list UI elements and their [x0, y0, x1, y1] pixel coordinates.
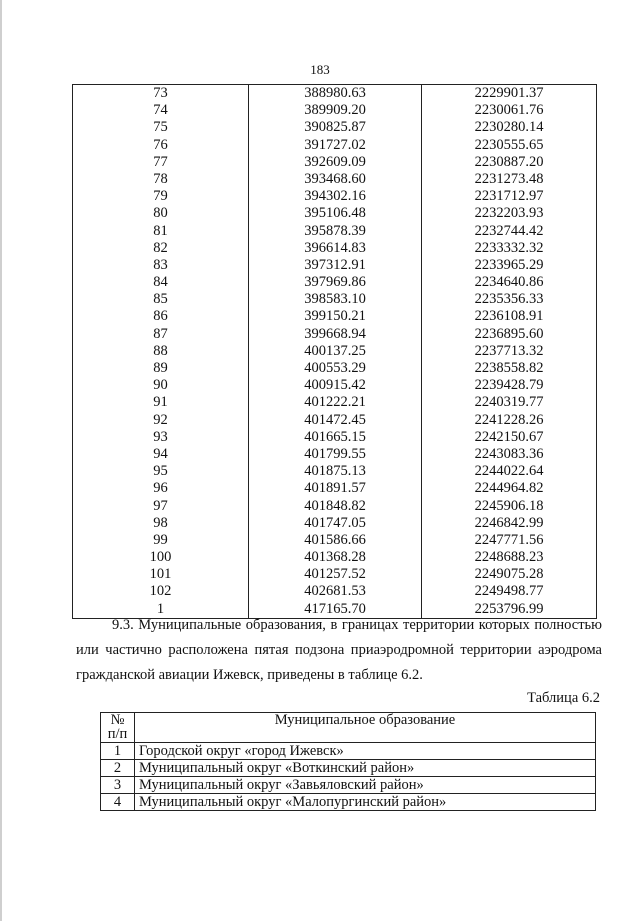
x-coordinate: 401222.21	[249, 394, 422, 411]
x-coordinate: 396614.83	[249, 240, 422, 257]
y-coordinate: 2241228.26	[422, 412, 597, 429]
paragraph-line: гражданской авиации Ижевск, приведены в таблице 6.2.	[76, 667, 423, 683]
point-number: 93	[73, 429, 249, 446]
paragraph-line: 9.3. Муниципальные образования, в границах территории которых полностью	[112, 617, 602, 633]
point-number: 96	[73, 480, 249, 497]
x-coordinate: 400915.42	[249, 377, 422, 394]
x-coordinate: 400137.25	[249, 343, 422, 360]
x-coordinate: 401586.66	[249, 532, 422, 549]
x-coordinate: 390825.87	[249, 119, 422, 136]
y-coordinate: 2233332.32	[422, 240, 597, 257]
x-coordinate: 401257.52	[249, 566, 422, 583]
y-coordinate: 2232744.42	[422, 223, 597, 240]
x-coordinate: 399668.94	[249, 326, 422, 343]
y-coordinate: 2229901.37	[422, 85, 597, 103]
point-number: 73	[73, 85, 249, 103]
table-row	[73, 223, 597, 240]
y-coordinate: 2245906.18	[422, 498, 597, 515]
table-row	[73, 429, 597, 446]
y-coordinate: 2243083.36	[422, 446, 597, 463]
table-row	[73, 583, 597, 600]
x-coordinate: 398583.10	[249, 291, 422, 308]
header-number-line1: №	[110, 712, 125, 728]
coordinates-table	[72, 84, 597, 619]
x-coordinate: 401875.13	[249, 463, 422, 480]
table-row	[73, 257, 597, 274]
x-coordinate: 394302.16	[249, 188, 422, 205]
y-coordinate: 2238558.82	[422, 360, 597, 377]
row-number: 1	[101, 743, 135, 760]
x-coordinate: 399150.21	[249, 308, 422, 325]
table-row	[73, 532, 597, 549]
x-coordinate: 393468.60	[249, 171, 422, 188]
point-number: 77	[73, 154, 249, 171]
x-coordinate: 401747.05	[249, 515, 422, 532]
point-number: 79	[73, 188, 249, 205]
y-coordinate: 2249498.77	[422, 583, 597, 600]
page-number: 183	[310, 62, 330, 77]
point-number: 1	[73, 601, 249, 619]
y-coordinate: 2244964.82	[422, 480, 597, 497]
municipalities-header-row	[101, 713, 596, 743]
y-coordinate: 2239428.79	[422, 377, 597, 394]
table-row	[73, 137, 597, 154]
point-number: 82	[73, 240, 249, 257]
point-number: 85	[73, 291, 249, 308]
x-coordinate: 392609.09	[249, 154, 422, 171]
x-coordinate: 401665.15	[249, 429, 422, 446]
x-coordinate: 388980.63	[249, 85, 422, 103]
point-number: 92	[73, 412, 249, 429]
y-coordinate: 2249075.28	[422, 566, 597, 583]
row-number: 2	[101, 760, 135, 777]
point-number: 88	[73, 343, 249, 360]
table-row	[73, 360, 597, 377]
y-coordinate: 2231712.97	[422, 188, 597, 205]
point-number: 76	[73, 137, 249, 154]
table-row	[73, 85, 597, 103]
municipality-name: Муниципальный округ «Малопургинский район»	[135, 794, 596, 811]
header-number-line2: п/п	[107, 726, 128, 742]
x-coordinate: 417165.70	[249, 601, 422, 619]
table-row	[101, 760, 596, 777]
y-coordinate: 2242150.67	[422, 429, 597, 446]
row-number: 4	[101, 794, 135, 811]
table-row	[73, 412, 597, 429]
table-row	[73, 308, 597, 325]
point-number: 99	[73, 532, 249, 549]
point-number: 74	[73, 102, 249, 119]
point-number: 87	[73, 326, 249, 343]
point-number: 98	[73, 515, 249, 532]
y-coordinate: 2236895.60	[422, 326, 597, 343]
y-coordinate: 2230280.14	[422, 119, 597, 136]
table-row	[73, 171, 597, 188]
x-coordinate: 397312.91	[249, 257, 422, 274]
table-row	[73, 446, 597, 463]
table-row	[73, 274, 597, 291]
point-number: 78	[73, 171, 249, 188]
point-number: 81	[73, 223, 249, 240]
point-number: 100	[73, 549, 249, 566]
table-row	[73, 566, 597, 583]
y-coordinate: 2244022.64	[422, 463, 597, 480]
table-row	[73, 463, 597, 480]
paragraph-9-3	[76, 613, 602, 688]
x-coordinate: 401799.55	[249, 446, 422, 463]
y-coordinate: 2240319.77	[422, 394, 597, 411]
y-coordinate: 2248688.23	[422, 549, 597, 566]
table-row	[73, 394, 597, 411]
table-row	[73, 498, 597, 515]
x-coordinate: 395106.48	[249, 205, 422, 222]
x-coordinate: 401368.28	[249, 549, 422, 566]
header-name-cell: Муниципальное образование	[135, 713, 596, 743]
x-coordinate: 400553.29	[249, 360, 422, 377]
x-coordinate: 401848.82	[249, 498, 422, 515]
header-number-cell	[101, 713, 135, 743]
coordinates-table-body	[73, 85, 597, 619]
table-row	[73, 326, 597, 343]
x-coordinate: 395878.39	[249, 223, 422, 240]
y-coordinate: 2235356.33	[422, 291, 597, 308]
point-number: 75	[73, 119, 249, 136]
table-row	[73, 480, 597, 497]
page-left-edge	[0, 0, 2, 921]
point-number: 89	[73, 360, 249, 377]
point-number: 101	[73, 566, 249, 583]
point-number: 102	[73, 583, 249, 600]
municipality-name: Городской округ «город Ижевск»	[135, 743, 596, 760]
point-number: 95	[73, 463, 249, 480]
table-row	[101, 794, 596, 811]
point-number: 90	[73, 377, 249, 394]
municipality-name: Муниципальный округ «Воткинский район»	[135, 760, 596, 777]
y-coordinate: 2230061.76	[422, 102, 597, 119]
table-row	[73, 515, 597, 532]
table-row	[73, 154, 597, 171]
y-coordinate: 2236108.91	[422, 308, 597, 325]
x-coordinate: 389909.20	[249, 102, 422, 119]
point-number: 80	[73, 205, 249, 222]
table-row	[73, 102, 597, 119]
table-row	[73, 205, 597, 222]
y-coordinate: 2230887.20	[422, 154, 597, 171]
table-row	[73, 291, 597, 308]
paragraph-line: или частично расположена пятая подзона приаэродромной территории аэродрома	[76, 642, 602, 658]
municipality-name: Муниципальный округ «Завьяловский район»	[135, 777, 596, 794]
point-number: 86	[73, 308, 249, 325]
municipalities-table	[100, 712, 596, 811]
table-row	[101, 777, 596, 794]
y-coordinate: 2253796.99	[422, 601, 597, 619]
point-number: 83	[73, 257, 249, 274]
point-number: 97	[73, 498, 249, 515]
row-number: 3	[101, 777, 135, 794]
y-coordinate: 2247771.56	[422, 532, 597, 549]
table-row	[73, 188, 597, 205]
point-number: 84	[73, 274, 249, 291]
x-coordinate: 401891.57	[249, 480, 422, 497]
table-row	[101, 743, 596, 760]
y-coordinate: 2232203.93	[422, 205, 597, 222]
table-row	[73, 377, 597, 394]
y-coordinate: 2230555.65	[422, 137, 597, 154]
y-coordinate: 2234640.86	[422, 274, 597, 291]
y-coordinate: 2233965.29	[422, 257, 597, 274]
y-coordinate: 2246842.99	[422, 515, 597, 532]
x-coordinate: 402681.53	[249, 583, 422, 600]
y-coordinate: 2231273.48	[422, 171, 597, 188]
table-row	[73, 240, 597, 257]
table-row	[73, 549, 597, 566]
table-row	[73, 343, 597, 360]
y-coordinate: 2237713.32	[422, 343, 597, 360]
table-caption: Таблица 6.2	[527, 690, 600, 706]
x-coordinate: 391727.02	[249, 137, 422, 154]
x-coordinate: 397969.86	[249, 274, 422, 291]
x-coordinate: 401472.45	[249, 412, 422, 429]
table-row	[73, 119, 597, 136]
point-number: 91	[73, 394, 249, 411]
point-number: 94	[73, 446, 249, 463]
